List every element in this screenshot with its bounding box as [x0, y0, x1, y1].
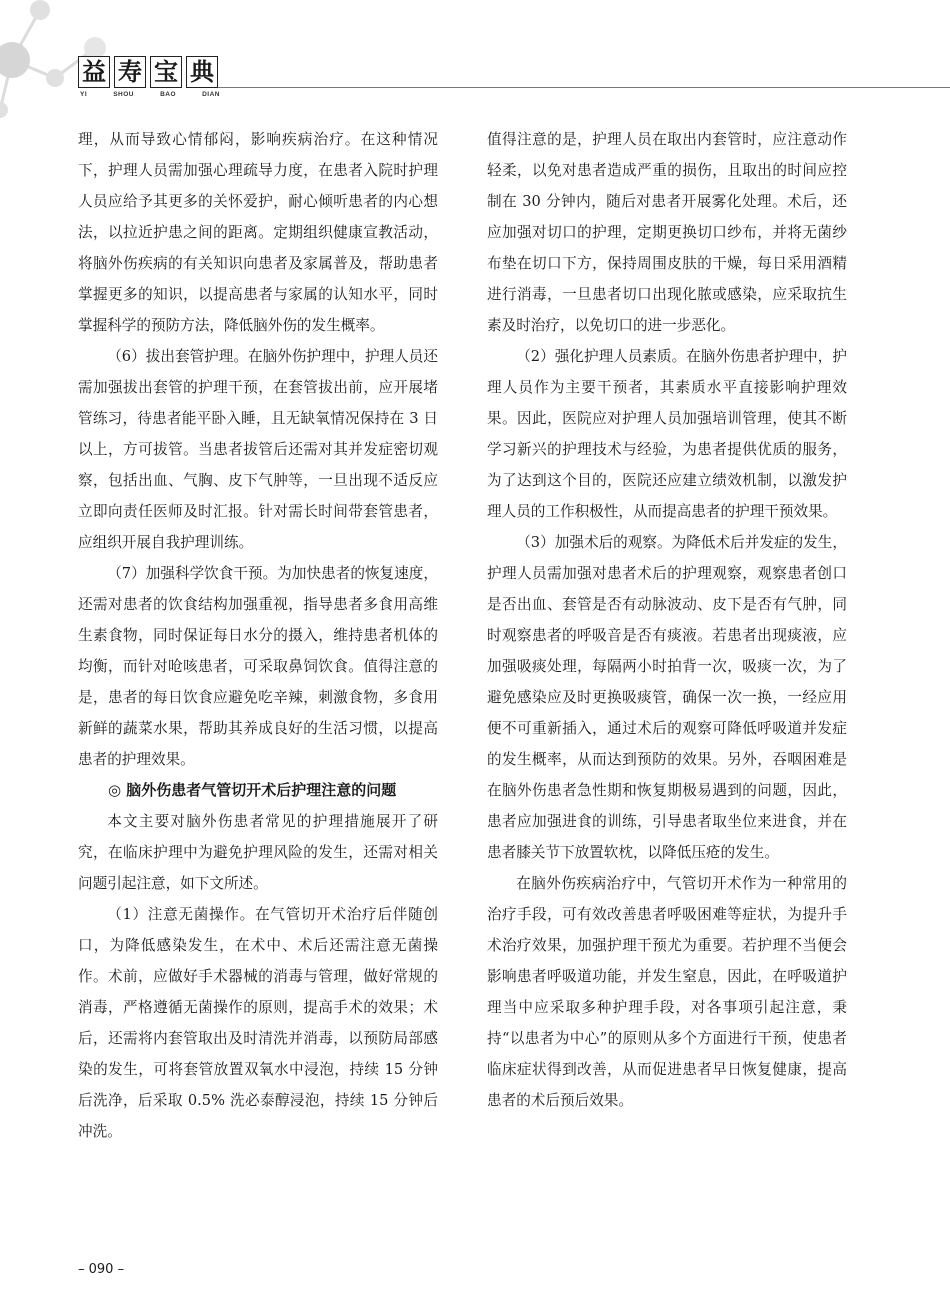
paragraph: （3）加强术后的观察。为降低术后并发症的发生，护理人员需加强对患者术后的护理观察，观察患者创口是否出血、套管是否有动脉波动、皮下是否有气肿，同时观察患者的呼吸音是否有痰液。若患者出现痰液，应加强吸痰处理，每隔两小时拍背一次，吸痰一次，为了避免感染应及时更换吸痰管，确保一次一换，一经应用便不可重新插入，通过术后的观察可降低呼吸道并发症的发生概率，从而达到预防的效果。另外，吞咽困难是在脑外伤患者急性期和恢复期极易遇到的问题，因此，患者应加强进食的训练，引导患者取坐位来进食，并在患者膝关节下放置软枕，以降低压疮的发生。 [487, 534, 847, 861]
paragraph: 在脑外伤疾病治疗中，气管切开术作为一种常用的治疗手段，可有效改善患者呼吸困难等症状，为提升手术治疗效果，加强护理干预尤为重要。若护理不当便会影响患者呼吸道功能，并发生窒息，因此，在呼吸道护理当中应采取多种护理手段，对各事项引起注意，秉持“以患者为中心”的原则从多个方面进行干预，使患者临床症状得到改善，从而促进患者早日恢复健康，提高患者的术后预后效果。 [487, 875, 847, 1109]
pinyin-syllable: BAO [160, 91, 177, 98]
right-column [487, 124, 847, 1116]
page-number: – 090 – [78, 1262, 125, 1277]
paragraph: 理，从而导致心情郁闷，影响疾病治疗。在这种情况下，护理人员需加强心理疏导力度，在患者入院时护理人员应给予其更多的关怀爱护，耐心倾听患者的内心想法，以拉近护患之间的距离。定期组织健康宣教活动，将脑外伤疾病的有关知识向患者及家属普及，帮助患者掌握更多的知识，以提高患者与家属的认知水平，同时掌握科学的预防方法，降低脑外伤的发生概率。 [78, 131, 438, 334]
paragraph: 本文主要对脑外伤患者常见的护理措施展开了研究，在临床护理中为避免护理风险的发生，还需对相关问题引起注意，如下文所述。 [78, 813, 438, 892]
logo-char: 典 [186, 56, 218, 88]
magazine-logo [78, 56, 218, 88]
paragraph: （2）强化护理人员素质。在脑外伤患者护理中，护理人员作为主要干预者，其素质水平直接影响护理效果。因此，医院应对护理人员加强培训管理，使其不断学习新兴的护理技术与经验，为患者提供优质的服务，为了达到这个目的，医院还应建立绩效机制，以激发护理人员的工作积极性，从而提高患者的护理干预效果。 [487, 348, 847, 520]
left-column [78, 124, 438, 1147]
logo-char: 宝 [150, 56, 182, 88]
pinyin-syllable: YI [80, 91, 88, 98]
logo-char: 寿 [114, 56, 146, 88]
paragraph: 值得注意的是，护理人员在取出内套管时，应注意动作轻柔，以免对患者造成严重的损伤，且取出的时间应控制在 30 分钟内，随后对患者开展雾化处理。术后，还应加强对切口的护理，定期更换切口纱布，并将无菌纱布垫在切口下方，保持周围皮肤的干燥，每日采用酒精进行消毒，一旦患者切口出现化脓或感染，应采取抗生素及时治疗，以免切口的进一步恶化。 [487, 131, 847, 334]
header-rule [215, 87, 950, 88]
paragraph: （7）加强科学饮食干预。为加快患者的恢复速度，还需对患者的饮食结构加强重视，指导患者多食用高维生素食物，同时保证每日水分的摄入，维持患者机体的均衡，而针对呛咳患者，可采取鼻饲饮食。值得注意的是，患者的每日饮食应避免吃辛辣，刺激食物，多食用新鲜的蔬菜水果，帮助其养成良好的生活习惯，以提高患者的护理效果。 [78, 565, 438, 768]
logo-char: 益 [78, 56, 110, 88]
pinyin-syllable: SHOU [113, 91, 134, 98]
pinyin-syllable: DIAN [202, 91, 220, 98]
paragraph: （1）注意无菌操作。在气管切开术治疗后伴随创口，为降低感染发生，在术中、术后还需注意无菌操作。术前，应做好手术器械的消毒与管理，做好常规的消毒，严格遵循无菌操作的原则，提高手术的效果；术后，还需将内套管取出及时清洗并消毒，以预防局部感染的发生，可将套管放置双氧水中浸泡，持续 15 分钟后洗净，后采取 0.5% 洗必泰醇浸泡，持续 15 分钟后冲洗。 [78, 906, 438, 1140]
paragraph: （6）拔出套管护理。在脑外伤护理中，护理人员还需加强拔出套管的护理干预，在套管拔出前，应开展堵管练习，待患者能平卧入睡，且无缺氧情况保持在 3 日以上，方可拔管。当患者拔管后还需对其并发症密切观察，包括出血、气胸、皮下气肿等，一旦出现不适反应立即向责任医师及时汇报。针对需长时间带套管患者，应组织开展自我护理训练。 [78, 348, 438, 551]
section-heading: ◎ 脑外伤患者气管切开术后护理注意的问题 [108, 781, 397, 799]
logo-pinyin [80, 91, 220, 98]
